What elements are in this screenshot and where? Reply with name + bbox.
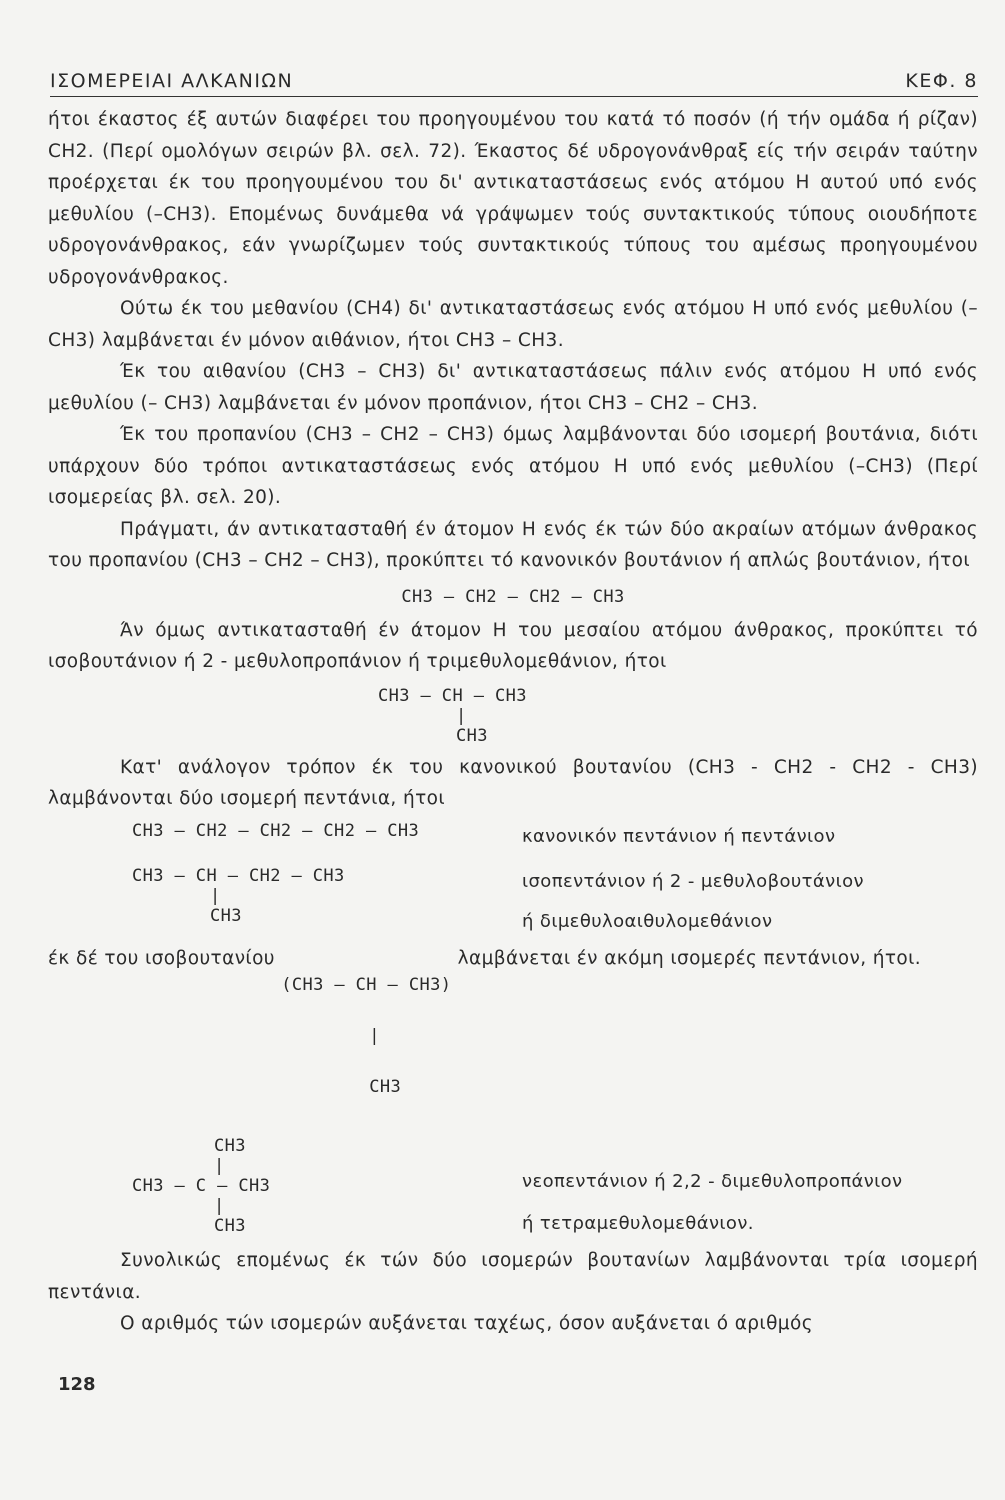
paragraph-8	[48, 943, 978, 1130]
isobutane-branch: CH3	[456, 725, 488, 746]
paragraph-4: Έκ του προπανίου (CH3 – CH2 – CH3) όμως λαμβάνονται δύο ισομερή βουτάνια, διότι υπάρχουν δύο τρόποι αντικαταστάσεως ενός ατόμου Η υπό ενός μεθυλίου (–CH3) (Περί ισομερείας βλ. σελ. 20).	[48, 424, 978, 508]
neopentane-top-bond: |	[214, 1156, 225, 1176]
paragraph-5: Πράγματι, άν αντικατασταθή έν άτομον Η ενός έκ τών δύο ακραίων ατόμων άνθρακος του προπανίου (CH3 – CH2 – CH3), προκύπτει τό κανονικόν βουτάνιον ή απλώς βουτάνιον, ήτοι	[48, 518, 978, 571]
isopentane-row	[132, 866, 978, 937]
isobutane-bond: |	[456, 705, 467, 726]
paragraph-6: Άν όμως αντικατασταθή έν άτομον Η του μεσαίου ατόμου άνθρακος, προκύπτει τό ισοβουτάνιον ή 2 - μεθυλοπροπάνιον ή τριμεθυλομεθάνιον, ήτοι	[48, 619, 978, 672]
paragraph-10: Ο αριθμός τών ισομερών αυξάνεται ταχέως, όσον αυξάνεται ό αριθμός	[120, 1313, 813, 1334]
isobutane-inline-main: (CH3 – CH – CH3)	[281, 975, 452, 995]
paragraph-1: ήτοι έκαστος έξ αυτών διαφέρει του προηγουμένου του κατά τό ποσόν (ή τήν ομάδα ή ρίζαν) CH2. (Περί ομολόγων σειρών βλ. σελ. 72). Έκαστος δέ υδρογονάνθραξ είς τήν σειράν ταύτην προέρχεται έκ του προηγουμένου του δι' αντικαταστάσεως ενός ατόμου Η αυτού υπό ενός μεθυλίου (–CH3). Επομένως δυνάμεθα νά γράψωμεν τούς συντακτικούς τύπους οιουδήποτε υδρογονάνθρακος, εάν γνωρίζωμεν τούς συντακτικούς τύπους του αμέσως προηγουμένου υδρογονάνθρακος.	[48, 109, 978, 288]
pentane-formula: CH3 – CH2 – CH2 – CH2 – CH3	[132, 820, 420, 841]
isopentane-bond: |	[210, 886, 221, 906]
neopentane-top: CH3	[214, 1136, 246, 1156]
isobutane-main-chain: CH3 – CH – CH3	[378, 685, 527, 706]
isopentane-main-chain: CH3 – CH – CH2 – CH3	[132, 866, 345, 886]
neopentane-bottom-bond: |	[214, 1196, 225, 1216]
neopentane-bottom: CH3	[214, 1216, 246, 1236]
pentane-isomers	[132, 821, 978, 938]
isobutane-inline-branch: CH3	[369, 1077, 402, 1097]
isopentane-structure	[132, 866, 522, 926]
paragraph-9: Συνολικώς επομένως έκ τών δύο ισομερών βουτανίων λαμβάνονται τρία ισομερή πεντάνια.	[48, 1250, 978, 1303]
pentane-name: κανονικόν πεντάνιον ή πεντάνιον	[522, 825, 836, 847]
isopentane-name-1: ισοπεντάνιον ή 2 - μεθυλοβουτάνιον	[522, 871, 864, 892]
neopentane-structure	[132, 1136, 522, 1236]
isobutane-inline-structure	[281, 943, 451, 1130]
paragraph-8-part-1: έκ δέ του ισοβουτανίου	[48, 948, 275, 969]
neopentane-name-2: ή τετραμεθυλομεθάνιον.	[522, 1212, 754, 1234]
neopentane-main: CH3 – C – CH3	[132, 1176, 271, 1196]
isopentane-names	[522, 866, 978, 937]
isopentane-branch: CH3	[210, 906, 242, 926]
paragraph-7: Κατ' ανάλογον τρόπον έκ του κανονικού βουτανίου (CH3 - CH2 - CH2 - CH3) λαμβάνονται δύο ισομερή πεντάνια, ήτοι	[48, 756, 978, 809]
running-header	[50, 66, 978, 97]
isopentane-name-2: ή διμεθυλοαιθυλομεθάνιον	[522, 910, 773, 932]
neopentane-block	[132, 1136, 978, 1239]
pentane-row	[132, 821, 978, 853]
neopentane-name-1: νεοπεντάνιον ή 2,2 - διμεθυλοπροπάνιον	[522, 1171, 903, 1192]
paragraph-3: Έκ του αιθανίου (CH3 – CH3) δι' αντικαταστάσεως πάλιν ενός ατόμου Η υπό ενός μεθυλίου (– CH3) λαμβάνεται έν μόνον προπάνιον, ήτοι CH3 – CH2 – CH3.	[48, 361, 978, 414]
paragraph-8-part-2: λαμβάνεται έν ακόμη ισομερές πεντάνιον, ήτοι.	[457, 948, 922, 969]
neopentane-row	[132, 1136, 978, 1239]
page-number: 128	[58, 1374, 96, 1395]
header-title: ΙΣΟΜΕΡΕΙΑΙ ΑΛΚΑΝΙΩΝ	[50, 70, 294, 92]
chapter-label: ΚΕΦ. 8	[905, 70, 978, 92]
isobutane-structure	[378, 686, 978, 746]
isobutane-inline-bond: |	[369, 1026, 380, 1046]
neopentane-names	[522, 1136, 978, 1239]
body-text	[48, 104, 978, 1340]
butane-formula: CH3 – CH2 – CH2 – CH3	[401, 586, 625, 607]
paragraph-2: Ούτω έκ του μεθανίου (CH4) δι' αντικαταστάσεως ενός ατόμου Η υπό ενός μεθυλίου (– CH3) λαμβάνεται έν μόνον αιθάνιον, ήτοι CH3 – CH3.	[48, 298, 978, 351]
